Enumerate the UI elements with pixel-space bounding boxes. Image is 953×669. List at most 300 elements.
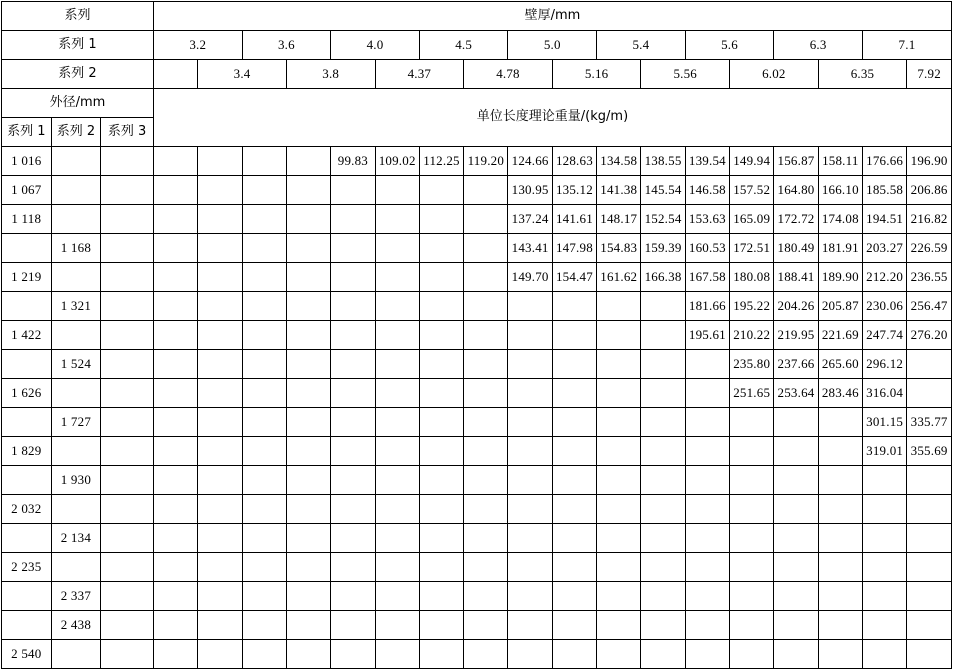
weight-cell: 196.90 xyxy=(907,147,952,176)
table-body xyxy=(2,147,952,669)
weight-cell xyxy=(552,379,596,408)
weight-cell xyxy=(198,466,242,495)
weight-cell xyxy=(597,466,641,495)
weight-cell xyxy=(907,553,952,582)
weight-cell xyxy=(730,611,774,640)
weight-cell xyxy=(552,350,596,379)
od-cell-series1: 2 540 xyxy=(2,640,52,669)
weight-cell xyxy=(597,292,641,321)
weight-cell xyxy=(730,524,774,553)
weight-cell xyxy=(508,495,552,524)
weight-cell xyxy=(331,553,375,582)
table-row xyxy=(2,234,952,263)
weight-cell xyxy=(331,495,375,524)
weight-cell: 194.51 xyxy=(862,205,906,234)
weight-cell xyxy=(286,292,330,321)
od-cell-series2 xyxy=(51,176,101,205)
od-cell-series1 xyxy=(2,524,52,553)
weight-cell: 221.69 xyxy=(818,321,862,350)
weight-cell xyxy=(375,466,419,495)
weight-cell xyxy=(375,437,419,466)
weight-cell: 188.41 xyxy=(774,263,818,292)
weight-cell: 195.22 xyxy=(730,292,774,321)
weight-cell: 134.58 xyxy=(597,147,641,176)
weight-cell xyxy=(641,553,685,582)
weight-cell xyxy=(242,379,286,408)
od-cell-series1: 1 219 xyxy=(2,263,52,292)
od-cell-series3 xyxy=(101,379,154,408)
od-cell-series3 xyxy=(101,321,154,350)
weight-cell xyxy=(198,321,242,350)
weight-cell xyxy=(286,553,330,582)
weight-cell: 143.41 xyxy=(508,234,552,263)
weight-cell xyxy=(508,350,552,379)
weight-cell xyxy=(641,408,685,437)
weight-cell xyxy=(198,495,242,524)
od-cell-series3 xyxy=(101,350,154,379)
weight-cell xyxy=(685,408,729,437)
weight-cell xyxy=(375,582,419,611)
weight-cell: 156.87 xyxy=(774,147,818,176)
wt-series1-6: 5.4 xyxy=(597,31,686,60)
weight-cell xyxy=(242,350,286,379)
weight-cell xyxy=(907,379,952,408)
weight-cell xyxy=(286,263,330,292)
weight-cell: 210.22 xyxy=(730,321,774,350)
weight-cell xyxy=(685,350,729,379)
weight-cell xyxy=(331,350,375,379)
od-cell-series1: 1 118 xyxy=(2,205,52,234)
weight-cell xyxy=(464,350,508,379)
wt-series2-7: 6.02 xyxy=(730,60,819,89)
weight-cell xyxy=(464,205,508,234)
weight-cell xyxy=(818,611,862,640)
weight-cell xyxy=(242,147,286,176)
weight-cell: 205.87 xyxy=(818,292,862,321)
od-cell-series1: 1 626 xyxy=(2,379,52,408)
weight-cell xyxy=(286,205,330,234)
col-header-series3: 系列 3 xyxy=(101,118,154,147)
weight-cell xyxy=(597,437,641,466)
od-cell-series2: 2 134 xyxy=(51,524,101,553)
weight-cell xyxy=(685,553,729,582)
table-row xyxy=(2,437,952,466)
weight-cell xyxy=(153,640,197,669)
weight-cell xyxy=(685,640,729,669)
od-cell-series1: 1 829 xyxy=(2,437,52,466)
weight-cell: 148.17 xyxy=(597,205,641,234)
weight-cell: 251.65 xyxy=(730,379,774,408)
table-row xyxy=(2,292,952,321)
table-row xyxy=(2,321,952,350)
weight-cell xyxy=(464,524,508,553)
weight-cell xyxy=(331,640,375,669)
weight-cell: 283.46 xyxy=(818,379,862,408)
weight-cell: 135.12 xyxy=(552,176,596,205)
weight-cell xyxy=(242,495,286,524)
table-row xyxy=(2,495,952,524)
od-cell-series3 xyxy=(101,582,154,611)
weight-cell xyxy=(153,263,197,292)
weight-cell: 161.62 xyxy=(597,263,641,292)
table-row xyxy=(2,553,952,582)
od-cell-series1: 2 032 xyxy=(2,495,52,524)
weight-cell: 219.95 xyxy=(774,321,818,350)
weight-cell: 176.66 xyxy=(862,147,906,176)
weight-cell: 124.66 xyxy=(508,147,552,176)
weight-cell xyxy=(419,582,463,611)
weight-cell xyxy=(907,350,952,379)
weight-cell xyxy=(774,466,818,495)
weight-cell xyxy=(286,466,330,495)
weight-cell: 185.58 xyxy=(862,176,906,205)
weight-cell xyxy=(641,524,685,553)
weight-cell xyxy=(331,408,375,437)
weight-cell xyxy=(508,611,552,640)
weight-cell xyxy=(153,582,197,611)
weight-cell xyxy=(862,524,906,553)
weight-cell xyxy=(818,524,862,553)
table-row xyxy=(2,350,952,379)
od-cell-series3 xyxy=(101,553,154,582)
weight-cell xyxy=(286,147,330,176)
weight-cell xyxy=(862,553,906,582)
od-cell-series1 xyxy=(2,582,52,611)
od-cell-series3 xyxy=(101,234,154,263)
weight-cell xyxy=(508,292,552,321)
weight-cell: 146.58 xyxy=(685,176,729,205)
weight-cell: 335.77 xyxy=(907,408,952,437)
table-row xyxy=(2,524,952,553)
weight-cell: 236.55 xyxy=(907,263,952,292)
weight-cell xyxy=(552,437,596,466)
weight-cell xyxy=(862,495,906,524)
weight-cell: 128.63 xyxy=(552,147,596,176)
weight-cell xyxy=(153,553,197,582)
weight-cell xyxy=(685,524,729,553)
weight-cell xyxy=(641,495,685,524)
weight-cell: 149.94 xyxy=(730,147,774,176)
weight-cell xyxy=(331,234,375,263)
weight-cell: 159.39 xyxy=(641,234,685,263)
weight-cell xyxy=(198,263,242,292)
weight-cell: 172.51 xyxy=(730,234,774,263)
weight-cell: 158.11 xyxy=(818,147,862,176)
weight-cell xyxy=(641,379,685,408)
weight-cell xyxy=(508,524,552,553)
weight-cell xyxy=(552,408,596,437)
weight-cell xyxy=(331,205,375,234)
weight-cell: 99.83 xyxy=(331,147,375,176)
weight-cell xyxy=(685,379,729,408)
weight-cell xyxy=(730,495,774,524)
series-group-header: 系列 xyxy=(2,2,154,31)
weight-cell xyxy=(419,495,463,524)
weight-cell xyxy=(375,321,419,350)
table-row xyxy=(2,176,952,205)
weight-cell: 226.59 xyxy=(907,234,952,263)
weight-cell xyxy=(286,495,330,524)
weight-cell xyxy=(286,176,330,205)
weight-cell: 137.24 xyxy=(508,205,552,234)
weight-cell xyxy=(153,437,197,466)
table-row xyxy=(2,611,952,640)
weight-cell: 180.49 xyxy=(774,234,818,263)
weight-cell: 167.58 xyxy=(685,263,729,292)
outer-diameter-header: 外径/mm xyxy=(2,89,154,118)
weight-cell: 166.10 xyxy=(818,176,862,205)
weight-cell xyxy=(419,263,463,292)
weight-cell xyxy=(641,321,685,350)
weight-cell xyxy=(419,350,463,379)
weight-cell xyxy=(818,640,862,669)
od-cell-series2: 1 930 xyxy=(51,466,101,495)
weight-cell xyxy=(331,466,375,495)
wt-series1-5: 5.0 xyxy=(508,31,597,60)
weight-cell xyxy=(375,611,419,640)
weight-cell xyxy=(375,205,419,234)
weight-cell xyxy=(375,640,419,669)
weight-cell xyxy=(774,524,818,553)
weight-cell xyxy=(198,147,242,176)
weight-cell xyxy=(685,466,729,495)
weight-cell: 181.91 xyxy=(818,234,862,263)
weight-cell xyxy=(375,292,419,321)
weight-cell: 276.20 xyxy=(907,321,952,350)
wt-series1-3: 4.0 xyxy=(331,31,420,60)
weight-cell: 149.70 xyxy=(508,263,552,292)
weight-cell xyxy=(597,408,641,437)
weight-cell: 181.66 xyxy=(685,292,729,321)
weight-cell xyxy=(774,437,818,466)
weight-cell xyxy=(907,524,952,553)
weight-cell xyxy=(464,466,508,495)
wt-series1-9: 7.1 xyxy=(862,31,951,60)
weight-cell xyxy=(552,292,596,321)
weight-cell xyxy=(153,321,197,350)
weight-cell xyxy=(597,321,641,350)
od-cell-series1: 1 422 xyxy=(2,321,52,350)
wt-series2-3: 4.37 xyxy=(375,60,464,89)
weight-cell xyxy=(198,640,242,669)
weight-cell xyxy=(198,611,242,640)
weight-cell xyxy=(375,350,419,379)
od-cell-series3 xyxy=(101,611,154,640)
weight-cell xyxy=(286,524,330,553)
weight-cell xyxy=(242,466,286,495)
weight-cell: 216.82 xyxy=(907,205,952,234)
weight-cell xyxy=(198,205,242,234)
weight-cell: 141.61 xyxy=(552,205,596,234)
weight-cell xyxy=(730,437,774,466)
weight-cell xyxy=(419,292,463,321)
weight-cell xyxy=(198,582,242,611)
weight-cell: 154.83 xyxy=(597,234,641,263)
weight-cell xyxy=(153,495,197,524)
weight-cell xyxy=(242,640,286,669)
weight-cell xyxy=(907,466,952,495)
od-cell-series1 xyxy=(2,611,52,640)
weight-cell: 139.54 xyxy=(685,147,729,176)
od-cell-series1 xyxy=(2,234,52,263)
weight-cell xyxy=(242,611,286,640)
od-cell-series2 xyxy=(51,495,101,524)
weight-cell: 147.98 xyxy=(552,234,596,263)
weight-cell xyxy=(286,582,330,611)
weight-cell xyxy=(641,582,685,611)
weight-cell: 180.08 xyxy=(730,263,774,292)
weight-cell: 112.25 xyxy=(419,147,463,176)
od-cell-series2 xyxy=(51,147,101,176)
wt-series2-5: 5.16 xyxy=(552,60,641,89)
od-cell-series2: 1 321 xyxy=(51,292,101,321)
od-cell-series3 xyxy=(101,292,154,321)
table-row xyxy=(2,466,952,495)
weight-cell: 316.04 xyxy=(862,379,906,408)
weight-cell: 160.53 xyxy=(685,234,729,263)
series1-header: 系列 1 xyxy=(2,31,154,60)
weight-cell xyxy=(862,611,906,640)
weight-cell xyxy=(153,408,197,437)
weight-cell xyxy=(597,640,641,669)
weight-cell: 195.61 xyxy=(685,321,729,350)
weight-cell xyxy=(508,379,552,408)
weight-cell xyxy=(375,176,419,205)
weight-cell xyxy=(685,437,729,466)
weight-cell xyxy=(419,466,463,495)
weight-cell xyxy=(286,437,330,466)
weight-cell xyxy=(242,263,286,292)
weight-cell xyxy=(242,437,286,466)
od-cell-series2: 1 524 xyxy=(51,350,101,379)
weight-cell xyxy=(774,408,818,437)
pipe-spec-table xyxy=(1,1,952,669)
od-cell-series1 xyxy=(2,350,52,379)
weight-cell xyxy=(242,176,286,205)
weight-cell xyxy=(774,582,818,611)
weight-cell: 165.09 xyxy=(730,205,774,234)
od-cell-series2 xyxy=(51,553,101,582)
weight-cell xyxy=(508,437,552,466)
weight-cell xyxy=(862,640,906,669)
wt-series2-8: 6.35 xyxy=(818,60,907,89)
weight-cell xyxy=(818,553,862,582)
weight-cell xyxy=(597,350,641,379)
weight-cell xyxy=(552,524,596,553)
weight-cell xyxy=(464,176,508,205)
weight-cell xyxy=(774,611,818,640)
od-cell-series1 xyxy=(2,466,52,495)
spec-table-sheet xyxy=(0,1,953,661)
weight-cell xyxy=(286,350,330,379)
weight-cell xyxy=(730,640,774,669)
weight-cell xyxy=(286,321,330,350)
wt-series1-2: 3.6 xyxy=(242,31,331,60)
header-row-series1 xyxy=(2,31,952,60)
weight-cell xyxy=(153,234,197,263)
weight-cell: 189.90 xyxy=(818,263,862,292)
od-cell-series2 xyxy=(51,263,101,292)
weight-cell xyxy=(153,466,197,495)
weight-cell xyxy=(242,234,286,263)
weight-cell xyxy=(552,582,596,611)
weight-cell xyxy=(818,437,862,466)
weight-cell xyxy=(153,611,197,640)
weight-cell xyxy=(508,466,552,495)
weight-cell xyxy=(331,292,375,321)
weight-cell xyxy=(198,234,242,263)
weight-cell xyxy=(907,582,952,611)
weight-cell: 172.72 xyxy=(774,205,818,234)
od-cell-series3 xyxy=(101,176,154,205)
wt-series2-6: 5.56 xyxy=(641,60,730,89)
weight-cell xyxy=(375,234,419,263)
od-cell-series3 xyxy=(101,640,154,669)
weight-cell xyxy=(153,205,197,234)
weight-cell xyxy=(331,611,375,640)
weight-cell xyxy=(153,524,197,553)
weight-cell xyxy=(153,292,197,321)
od-cell-series1: 2 235 xyxy=(2,553,52,582)
weight-cell: 265.60 xyxy=(818,350,862,379)
od-cell-series2: 2 337 xyxy=(51,582,101,611)
wt-series1-7: 5.6 xyxy=(685,31,774,60)
weight-cell xyxy=(641,466,685,495)
wt-series1-4: 4.5 xyxy=(419,31,508,60)
od-cell-series2 xyxy=(51,321,101,350)
weight-cell xyxy=(331,321,375,350)
weight-cell xyxy=(419,176,463,205)
weight-cell xyxy=(597,582,641,611)
table-row xyxy=(2,408,952,437)
weight-cell xyxy=(508,640,552,669)
od-cell-series2: 1 727 xyxy=(51,408,101,437)
weight-cell xyxy=(464,437,508,466)
weight-cell xyxy=(464,611,508,640)
weight-cell xyxy=(552,640,596,669)
table-row xyxy=(2,147,952,176)
weight-cell xyxy=(286,379,330,408)
weight-cell xyxy=(862,582,906,611)
weight-cell xyxy=(198,553,242,582)
weight-cell xyxy=(508,553,552,582)
weight-cell xyxy=(464,582,508,611)
weight-cell xyxy=(153,379,197,408)
od-cell-series3 xyxy=(101,524,154,553)
wt-series1-8: 6.3 xyxy=(774,31,863,60)
weight-cell xyxy=(464,640,508,669)
weight-cell xyxy=(419,379,463,408)
weight-cell: 141.38 xyxy=(597,176,641,205)
table-row xyxy=(2,263,952,292)
weight-cell xyxy=(198,524,242,553)
col-header-series1: 系列 1 xyxy=(2,118,52,147)
weight-cell xyxy=(198,176,242,205)
weight-cell: 296.12 xyxy=(862,350,906,379)
header-row-series2 xyxy=(2,60,952,89)
table-row xyxy=(2,582,952,611)
weight-cell xyxy=(198,379,242,408)
weight-cell: 174.08 xyxy=(818,205,862,234)
weight-cell xyxy=(552,495,596,524)
od-cell-series2 xyxy=(51,437,101,466)
weight-cell xyxy=(419,205,463,234)
weight-cell xyxy=(419,321,463,350)
weight-cell xyxy=(774,495,818,524)
weight-cell xyxy=(641,640,685,669)
weight-cell xyxy=(730,408,774,437)
weight-cell xyxy=(419,408,463,437)
